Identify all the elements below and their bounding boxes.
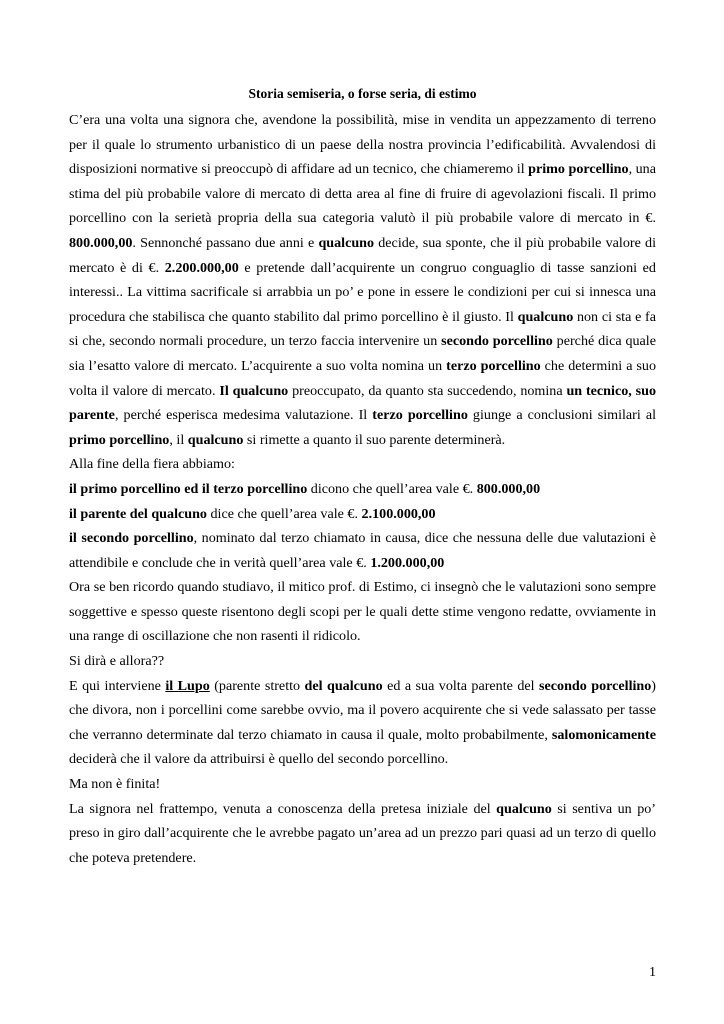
text-run: . Sennonché passano due anni e (132, 234, 319, 251)
text-run: , il (169, 431, 188, 448)
paragraph (69, 452, 656, 477)
text-run: non ci sta e fa si che, secondo normali procedure, un terzo faccia intervenire un (69, 308, 656, 350)
page-number: 1 (649, 965, 656, 980)
text-run: decide, sua sponte, che il più probabile valore di mercato è di €. (69, 234, 656, 276)
paragraph (69, 526, 656, 575)
document-title: Storia semiseria, o forse seria, di estimo (248, 86, 477, 101)
bold-text: un tecnico, suo parente (69, 382, 656, 424)
bold-text: qualcuno (318, 234, 375, 251)
bold-text: del qualcuno (304, 677, 383, 694)
bold-text: salomonicamente (551, 726, 656, 743)
text-run: , una stima del più probabile valore di mercato di detta area al fine di fruire di agevolazioni fiscali. Il primo porcellino con la serietà propria della sua categoria valutò il più probabile valore di mercato in €. (69, 161, 656, 227)
text-run: La signora nel frattempo, venuta a conoscenza della pretesa iniziale del (69, 800, 497, 817)
paragraph (69, 772, 656, 797)
bold-text: primo porcellino (528, 161, 629, 178)
text-run: ) che divora, non i porcellini come sarebbe ovvio, ma il povero acquirente che si vede salassato per tasse che verranno determinate dal terzo chiamato in causa il quale, molto probabilmente, (69, 677, 656, 743)
document-body (69, 108, 656, 870)
paragraph (69, 575, 656, 649)
text-run: perché dica quale sia l’esatto valore di mercato. L’acquirente a suo volta nomina un (69, 333, 656, 374)
bold-text: il primo porcellino ed il terzo porcellino (69, 480, 308, 497)
text-run: deciderà che il valore da attribuirsi è quello del secondo porcellino. (69, 751, 449, 768)
bold-text: Il qualcuno (219, 382, 289, 399)
bold-text: qualcuno (496, 800, 552, 817)
text-run: , nominato dal terzo chiamato in causa, dice che nessuna delle due valutazioni è attendibile e conclude che in verità quell’area vale €. (69, 530, 656, 571)
text-run: E qui interviene (69, 677, 166, 694)
bold-text: il Lupo (165, 677, 210, 694)
text-run: ed a sua volta parente del (382, 677, 540, 694)
document-page (69, 84, 656, 870)
bold-text: terzo porcellino (446, 357, 541, 374)
bold-text: il parente del qualcuno (69, 505, 207, 522)
text-run: , perché esperisca medesima valutazione. Il (114, 407, 373, 424)
text-run: dicono che quell’area vale €. (307, 480, 477, 497)
paragraph (69, 674, 656, 772)
bold-text: primo porcellino (69, 431, 170, 448)
paragraph (69, 797, 656, 871)
bold-text: 800.000,00 (476, 480, 541, 497)
text-run: (parente stretto (209, 677, 305, 694)
text-run: si rimette a quanto il suo parente determinerà. (243, 431, 506, 448)
text-run: Ma non è finita! (69, 776, 161, 793)
bold-text: 2.100.000,00 (361, 505, 436, 522)
text-run: preoccupato, da quanto sta succedendo, nomina (288, 382, 567, 399)
paragraph (69, 502, 656, 527)
text-run: che determini a suo volta il valore di mercato. (69, 357, 657, 399)
bold-text: qualcuno (517, 308, 574, 325)
paragraph (69, 649, 656, 674)
bold-text: secondo porcellino (441, 333, 553, 350)
text-run: dice che quell’area vale €. (206, 505, 362, 522)
bold-text: qualcuno (187, 431, 244, 448)
text-run: e pretende dall’acquirente un congruo conguaglio di tasse sanzioni ed interessi.. La vittima sacrificale si arrabbia un po’ e pone in essere le condizioni per cui si innesca una procedura che stabilisca che quanto stabilito dal primo porcellino è il giusto. Il (69, 259, 656, 325)
paragraph (69, 477, 656, 502)
bold-text: terzo porcellino (372, 407, 468, 424)
bold-text: secondo porcellino (539, 677, 652, 694)
text-run: Si dirà e allora?? (69, 653, 165, 670)
bold-text: 2.200.000,00 (164, 259, 239, 276)
bold-text: 800.000,00 (69, 234, 133, 251)
text-run: si sentiva un po’ preso in giro dall’acquirente che le avrebbe pagato un’area ad un prezzo pari quasi ad un terzo di quello che poteva pretendere. (69, 800, 657, 866)
text-run: Ora se ben ricordo quando studiavo, il mitico prof. di Estimo, ci insegnò che le valutazioni sono sempre soggettive e spesso queste risentono degli scopi per le quali dette stime vengono redatte, ovviamente in una range di oscillazione che non rasenti il ridicolo. (69, 579, 656, 645)
text-run: C’era una volta una signora che, avendone la possibilità, mise in vendita un appezzamento di terreno per il quale lo strumento urbanistico di un paese della nostra provincia l’edificabilità. Avvalendosi di disposizioni normative si preoccupò di affidare ad un tecnico, che chiameremo il (69, 112, 656, 178)
text-run: Alla fine della fiera abbiamo: (69, 456, 235, 473)
bold-text: il secondo porcellino (69, 530, 194, 547)
paragraph (69, 108, 656, 452)
bold-text: 1.200.000,00 (370, 554, 445, 571)
text-run: giunge a conclusioni similari al (467, 407, 657, 424)
